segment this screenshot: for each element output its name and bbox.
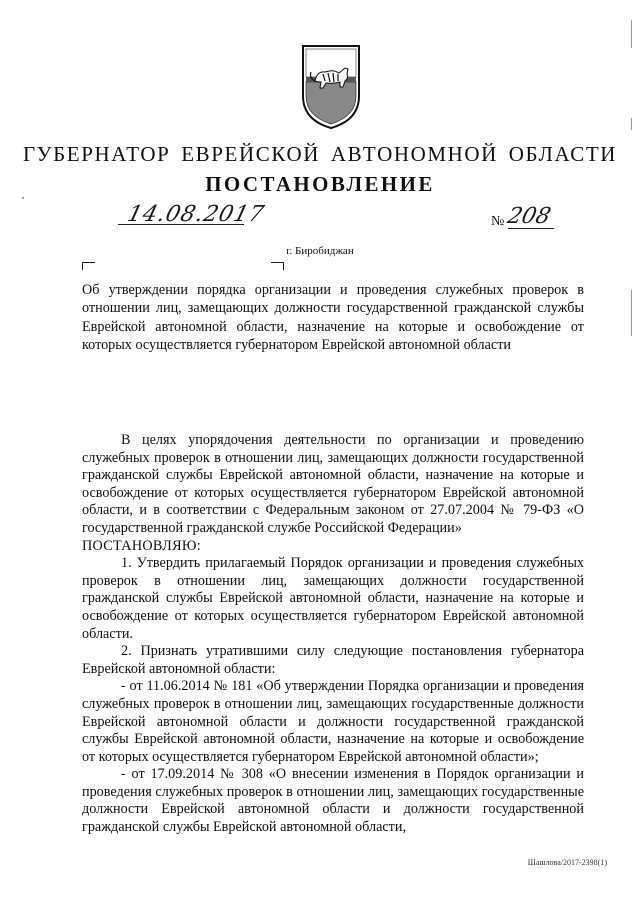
coat-of-arms-emblem	[299, 44, 363, 130]
scan-artifact	[631, 118, 632, 130]
scan-artifact	[631, 20, 632, 48]
decree-word: ПОСТАНОВЛЯЮ:	[82, 537, 201, 554]
footer-reference: Шашлова/2017-2398(1)	[527, 858, 607, 867]
scan-artifact	[22, 197, 24, 199]
preamble-paragraph: В целях упорядочения деятельности по организации и проведению служебных проверок в отношении лиц, замещающих должности государственной гражданской службы Еврейской автономной области, назначение на которые и освобождение от которых осуществляется губернатором Еврейской автономной области, и в соответствии с Федеральным законом от 27.07.2004 № 79-ФЗ «О государственной гражданской службе Российской Федерации»	[82, 432, 584, 536]
item-2-paragraph: 2. Признать утратившими силу следующие постановления губернатора Еврейской автономной области:	[82, 643, 584, 677]
item-1-paragraph: 1. Утвердить прилагаемый Порядок организации и проведения служебных проверок в отношении лиц, замещающих должности государственной гражданской службы Еврейской автономной области, назначение на которые и освобождение от которых осуществляется губернатором Еврейской автономной области.	[82, 555, 584, 642]
document-number: 208	[504, 204, 554, 229]
subject-corner-right	[271, 262, 284, 270]
document-body	[82, 432, 584, 837]
subitem-1-paragraph: - от 11.06.2014 № 181 «Об утверждении Порядка организации и проведения служебных проверок в отношении лиц, замещающих государственные должности Еврейской автономной области и должности государственной гражданской службы Еврейской автономной области, назначение на которые и освобождение от которых осуществляется губернатором Еврейской автономной области»;	[82, 678, 584, 765]
issuer-title: ГУБЕРНАТОР ЕВРЕЙСКОЙ АВТОНОМНОЙ ОБЛАСТИ	[22, 142, 618, 166]
document-subject: Об утверждении порядка организации и проведения служебных проверок в отношении лиц, замещающих должности государственной гражданской службы Еврейской автономной области, назначение на которые и освобождение от которых осуществляется губернатором Еврейской автономной области	[82, 282, 584, 354]
subitem-2-paragraph: - от 17.09.2014 № 308 «О внесении изменения в Порядок организации и проведения служебных проверок в отношении лиц, замещающих государственные должности Еврейской автономной области и должности государственной гражданской службы Еврейской автономной области,	[82, 766, 584, 836]
subject-corner-left	[82, 262, 95, 270]
number-label: №	[491, 214, 505, 229]
document-type: ПОСТАНОВЛЕНИЕ	[205, 172, 435, 196]
city-name: г. Биробиджан	[286, 245, 354, 257]
document-date: 14.08.2017	[124, 202, 268, 227]
scan-artifact	[631, 290, 632, 336]
